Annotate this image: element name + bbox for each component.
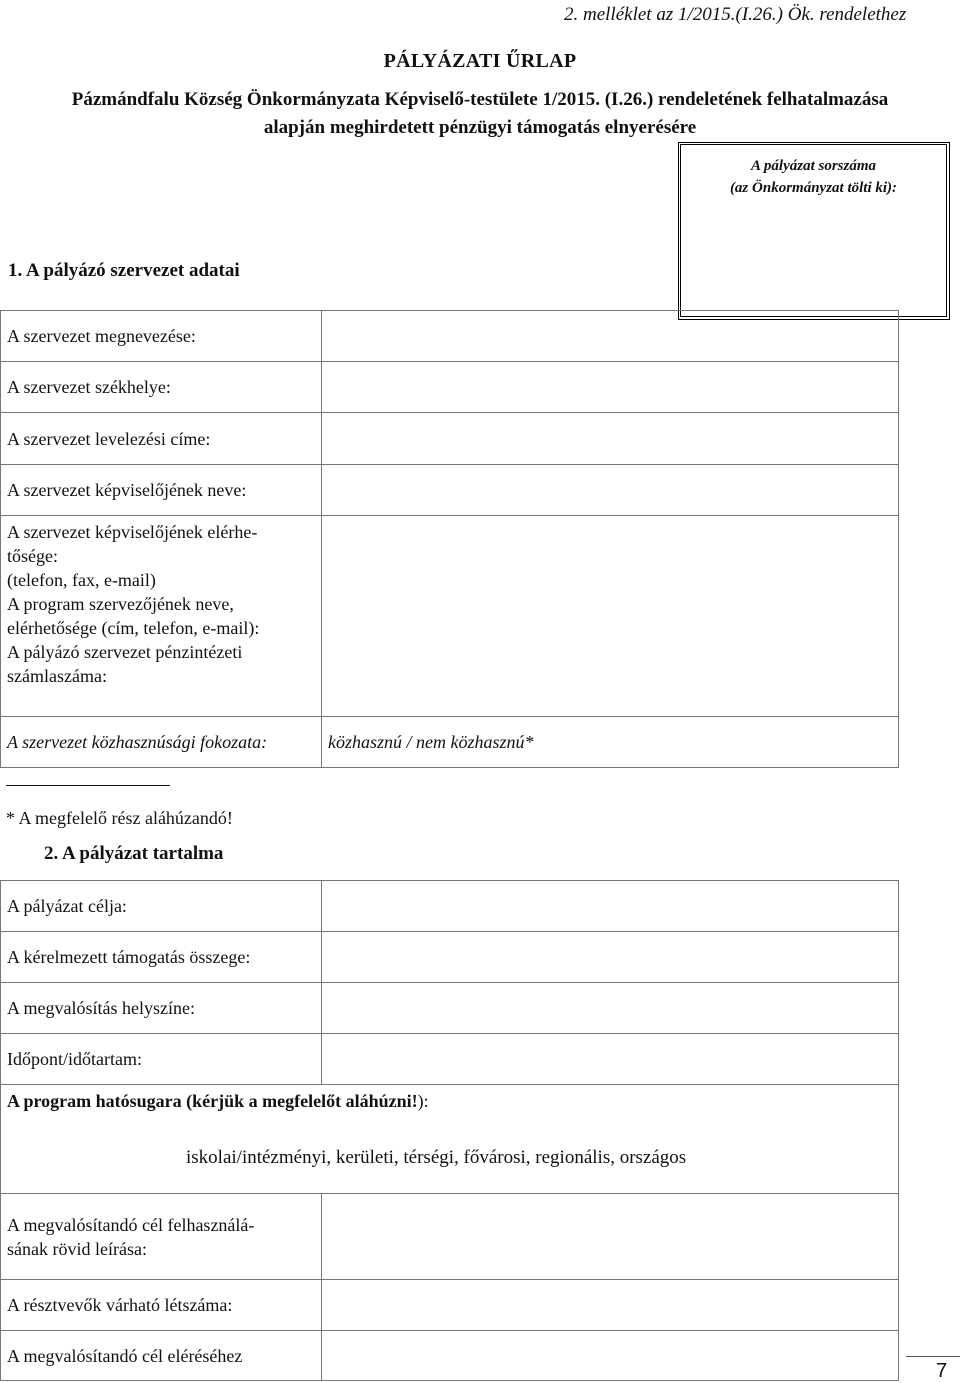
application-number-label-line-2: (az Önkormányzat tölti ki): xyxy=(729,180,898,196)
table-row xyxy=(1,1331,899,1381)
table-row xyxy=(1,465,899,516)
form-title: PÁLYÁZATI ŰRLAP xyxy=(383,50,577,72)
representative-contact-label-1: A szervezet képviselőjének elérhe- xyxy=(7,522,258,542)
table-row xyxy=(1,932,899,983)
contact-details-field[interactable] xyxy=(322,516,899,717)
representative-name-field[interactable] xyxy=(322,465,899,516)
representative-contact-label-3: (telefon, fax, e-mail) xyxy=(7,570,156,590)
footnote: * A megfelelő rész aláhúzandó! xyxy=(6,808,233,828)
subtitle-line-1: Pázmándfalu Község Önkormányzata Képviselő-testülete 1/2015. (I.26.) rendeletének felhatalmazása xyxy=(71,89,889,110)
table-row xyxy=(1,311,899,362)
table-row xyxy=(1,881,899,932)
table-row xyxy=(1,983,899,1034)
goal-achievement-field[interactable] xyxy=(322,1331,899,1381)
table-row xyxy=(1,362,899,413)
table-row xyxy=(1,1280,899,1331)
page-number: 7 xyxy=(936,1360,948,1382)
venue-label: A megvalósítás helyszíne: xyxy=(1,983,322,1034)
org-mailing-address-field[interactable] xyxy=(322,413,899,465)
application-number-label-line-1: A pályázat sorszáma xyxy=(750,158,877,174)
table-row xyxy=(1,1194,899,1280)
org-seat-field[interactable] xyxy=(322,362,899,413)
usage-description-label-1: A megvalósítandó cél felhasználá- xyxy=(7,1214,255,1235)
goal-achievement-label: A megvalósítandó cél eléréséhez xyxy=(1,1331,322,1381)
participants-field[interactable] xyxy=(322,1280,899,1331)
table-row xyxy=(1,1034,899,1085)
organizer-contact-label-1: A program szervezőjének neve, xyxy=(7,594,234,614)
bank-account-label-1: A pályázó szervezet pénzintézeti xyxy=(7,642,243,662)
organization-data-table xyxy=(0,310,899,768)
table-row xyxy=(1,413,899,465)
organizer-contact-label-2: elérhetősége (cím, telefon, e-mail): xyxy=(7,618,260,638)
representative-contact-label-2: tősége: xyxy=(7,546,58,566)
subtitle-line-2: alapján meghirdetett pénzügyi támogatás elnyerésére xyxy=(263,117,697,138)
date-duration-field[interactable] xyxy=(322,1034,899,1085)
org-mailing-address-label: A szervezet levelezési címe: xyxy=(1,413,322,465)
program-reach-label: A program hatósugara (kérjük a megfelelőt aláhúzni! xyxy=(7,1091,418,1111)
requested-amount-label: A kérelmezett támogatás összege: xyxy=(1,932,322,983)
annex-reference: 2. melléklet az 1/2015.(I.26.) Ök. rendelethez xyxy=(564,4,907,25)
date-duration-label: Időpont/időtartam: xyxy=(1,1034,322,1085)
page-corner-divider xyxy=(906,1356,960,1357)
bank-account-label-2: számlaszáma: xyxy=(7,666,107,686)
application-number-label xyxy=(681,155,946,199)
table-row xyxy=(1,516,899,717)
program-reach-cell xyxy=(1,1085,899,1194)
org-seat-label: A szervezet székhelye: xyxy=(1,362,322,413)
venue-field[interactable] xyxy=(322,983,899,1034)
form-subtitle xyxy=(0,86,960,142)
requested-amount-field[interactable] xyxy=(322,932,899,983)
representative-name-label: A szervezet képviselőjének neve: xyxy=(1,465,322,516)
usage-description-field[interactable] xyxy=(322,1194,899,1280)
purpose-field[interactable] xyxy=(322,881,899,932)
footnote-divider xyxy=(6,785,170,786)
public-benefit-label: A szervezet közhasznúsági fokozata: xyxy=(1,717,322,768)
org-name-label: A szervezet megnevezése: xyxy=(1,311,322,362)
application-content-table xyxy=(0,880,899,1381)
purpose-label: A pályázat célja: xyxy=(1,881,322,932)
section-2-heading: 2. A pályázat tartalma xyxy=(44,843,224,864)
usage-description-label xyxy=(1,1194,322,1280)
participants-label: A résztvevők várható létszáma: xyxy=(1,1280,322,1331)
org-name-field[interactable] xyxy=(322,311,899,362)
table-row xyxy=(1,1085,899,1194)
table-row xyxy=(1,717,899,768)
contact-labels-cell xyxy=(1,516,322,717)
application-number-box[interactable] xyxy=(678,142,950,320)
program-reach-label-tail: ): xyxy=(417,1091,429,1111)
program-reach-options[interactable]: iskolai/intézményi, kerületi, térségi, fővárosi, regionális, országos xyxy=(186,1147,687,1168)
usage-description-label-2: sának rövid leírása: xyxy=(7,1238,147,1259)
section-1-heading: 1. A pályázó szervezet adatai xyxy=(8,260,240,281)
public-benefit-options[interactable]: közhasznú / nem közhasznú* xyxy=(322,717,899,768)
